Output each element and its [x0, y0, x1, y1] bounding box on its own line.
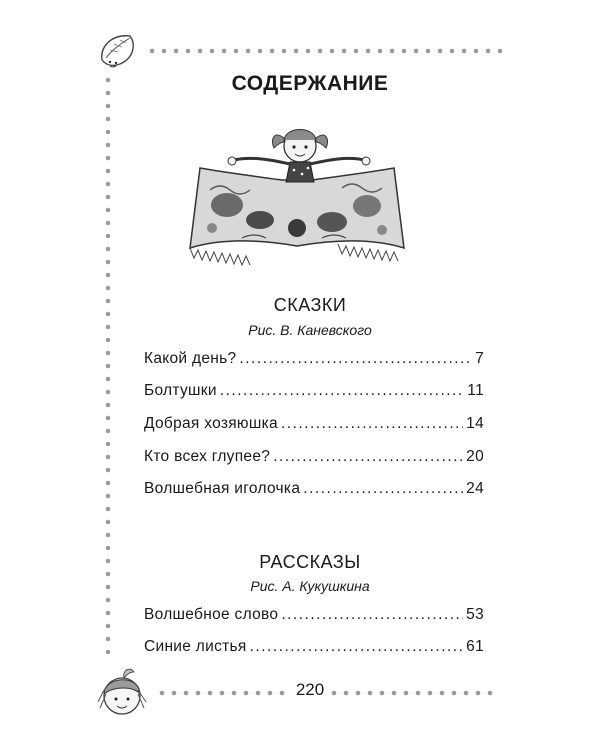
toc-leader-dots: [239, 350, 472, 368]
section-title: СКАЗКИ: [273, 295, 347, 315]
toc-entry-title: Добрая хозяюшка: [144, 415, 278, 432]
toc-leader-dots: [281, 606, 463, 624]
toc-entry-page: 61: [466, 638, 484, 655]
toc-entry-page: 7: [475, 350, 484, 367]
toc-entry-page: 24: [466, 480, 484, 497]
toc-leader-dots: [273, 448, 463, 466]
toc-entry[interactable]: [144, 606, 484, 630]
page-title: СОДЕРЖАНИЕ: [231, 72, 389, 95]
dotted-border-top: [148, 46, 508, 56]
dotted-border-left: [103, 76, 113, 661]
toc-entry-page: 14: [466, 415, 484, 432]
section-credit: Рис. А. Кукушкина: [250, 578, 370, 594]
toc-leader-dots: [220, 382, 465, 400]
toc-entry[interactable]: [144, 382, 484, 406]
leaf-face-icon: [96, 30, 142, 70]
page-number: 220: [295, 680, 325, 699]
toc-entry[interactable]: [144, 638, 484, 662]
toc-entry-title: Волшебное слово: [144, 606, 279, 623]
toc-entry-title: Болтушки: [144, 382, 217, 399]
girl-with-shawl-illustration: [182, 110, 412, 270]
toc-entry-page: 11: [467, 382, 484, 399]
toc-entry-page: 20: [466, 448, 484, 465]
toc-entry[interactable]: [144, 480, 484, 504]
toc-entry-title: Кто всех глупее?: [144, 448, 271, 465]
toc-leader-dots: [281, 415, 463, 433]
toc-leader-dots: [303, 480, 463, 498]
toc-entry-page: 53: [466, 606, 484, 623]
toc-entry-title: Какой день?: [144, 350, 237, 367]
section-title: РАССКАЗЫ: [259, 552, 361, 572]
girl-face-icon: [94, 660, 154, 720]
section-credit: Рис. В. Каневского: [248, 322, 372, 338]
dotted-border-bottom-right: [330, 688, 495, 698]
dotted-border-bottom-left: [158, 688, 286, 698]
toc-leader-dots: [250, 638, 464, 656]
toc-entry[interactable]: [144, 350, 484, 374]
toc-entry-title: Волшебная иголочка: [144, 480, 301, 497]
toc-entry[interactable]: [144, 448, 484, 472]
toc-entry-title: Синие листья: [144, 638, 247, 655]
toc-entry[interactable]: [144, 415, 484, 439]
